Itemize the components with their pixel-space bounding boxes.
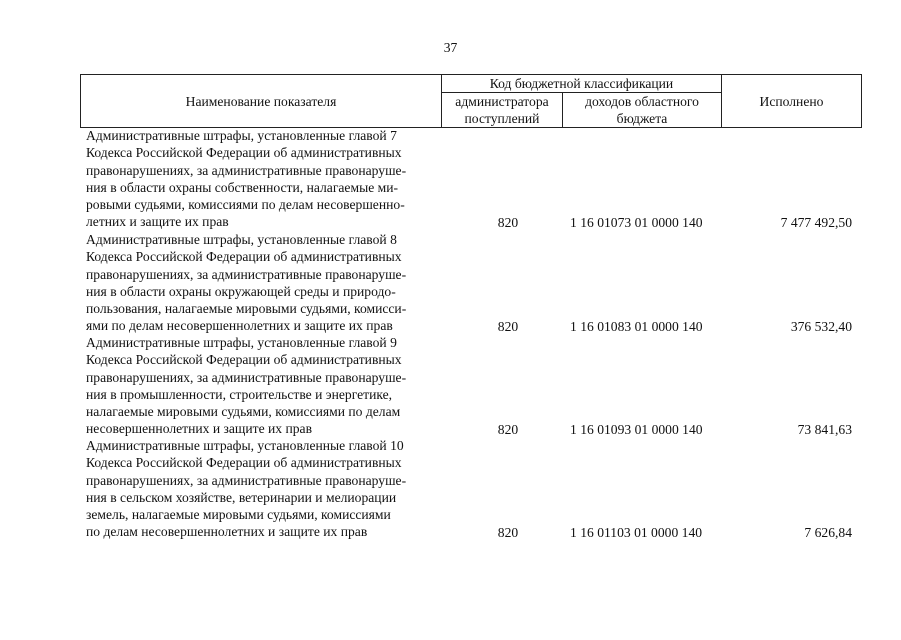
- row-name: [86, 127, 436, 231]
- row-name-line: Административные штрафы, установленные главой 9: [86, 335, 397, 350]
- row-name-line: Кодекса Российской Федерации об административных: [86, 455, 402, 471]
- row-name: [86, 334, 436, 438]
- row-name-line: Административные штрафы, установленные главой 8: [86, 232, 397, 247]
- row-name-line: Кодекса Российской Федерации об административных: [86, 145, 402, 161]
- row-amount: 7 626,84: [804, 524, 852, 540]
- row-kbk-code: 1 16 01103 01 0000 140: [570, 524, 703, 540]
- page-number: 37: [443, 40, 458, 55]
- row-admin-code: 820: [497, 318, 519, 334]
- header-kbk-group-label: Код бюджетной классификации: [489, 76, 674, 91]
- row-name-line: правонарушениях, за административные правонаруше-: [86, 162, 407, 178]
- row-name-line: ями по делам несовершеннолетних и защите их прав: [86, 318, 393, 334]
- row-name-line: ния в области охраны окружающей среды и природо-: [86, 283, 396, 299]
- row-name-line: несовершеннолетних и защите их прав: [86, 421, 313, 437]
- header-executed-label: Исполнено: [759, 94, 824, 109]
- row-admin-code: 820: [497, 524, 519, 540]
- row-admin-code: 820: [497, 421, 519, 437]
- header-income-label-1: доходов областного: [585, 94, 699, 109]
- row-kbk-code: 1 16 01093 01 0000 140: [570, 421, 703, 437]
- row-kbk-code: 1 16 01083 01 0000 140: [570, 318, 703, 334]
- row-name-line: ния в области охраны собственности, налагаемые ми-: [86, 179, 399, 195]
- header-name-label: Наименование показателя: [185, 94, 337, 109]
- row-name-line: Кодекса Российской Федерации об административных: [86, 352, 402, 368]
- row-name-line: ния в сельском хозяйстве, ветеринарии и мелиорации: [86, 489, 397, 505]
- row-name-line: ния в промышленности, строительстве и энергетике,: [86, 386, 393, 402]
- row-name-line: ровыми судьями, комиссиями по делам несовершенно-: [86, 197, 405, 213]
- row-name-line: земель, налагаемые мировыми судьями, комиссиями: [86, 507, 391, 523]
- header-admin-label-2: поступлений: [464, 111, 540, 126]
- row-name-line: летних и защите их прав: [86, 214, 229, 230]
- row-amount: 7 477 492,50: [780, 214, 852, 230]
- row-name-line: правонарушениях, за административные правонаруше-: [86, 266, 407, 282]
- header-income-label-2: бюджета: [616, 111, 668, 126]
- row-name-line: правонарушениях, за административные правонаруше-: [86, 369, 407, 385]
- row-name-line: налагаемые мировыми судьями, комиссиями по делам: [86, 404, 401, 420]
- row-kbk-code: 1 16 01073 01 0000 140: [570, 214, 703, 230]
- row-name-line: по делам несовершеннолетних и защите их прав: [86, 524, 368, 540]
- row-amount: 73 841,63: [797, 421, 852, 437]
- row-admin-code: 820: [497, 214, 519, 230]
- row-name: [86, 231, 436, 335]
- row-name-line: Административные штрафы, установленные главой 10: [86, 438, 404, 453]
- header-admin-label-1: администратора: [455, 94, 549, 109]
- row-name: [86, 437, 436, 541]
- row-name-line: правонарушениях, за административные правонаруше-: [86, 472, 407, 488]
- row-amount: 376 532,40: [790, 318, 852, 334]
- row-name-line: Кодекса Российской Федерации об административных: [86, 249, 402, 265]
- row-name-line: Административные штрафы, установленные главой 7: [86, 128, 397, 143]
- row-name-line: пользования, налагаемые мировыми судьями, комисси-: [86, 301, 407, 317]
